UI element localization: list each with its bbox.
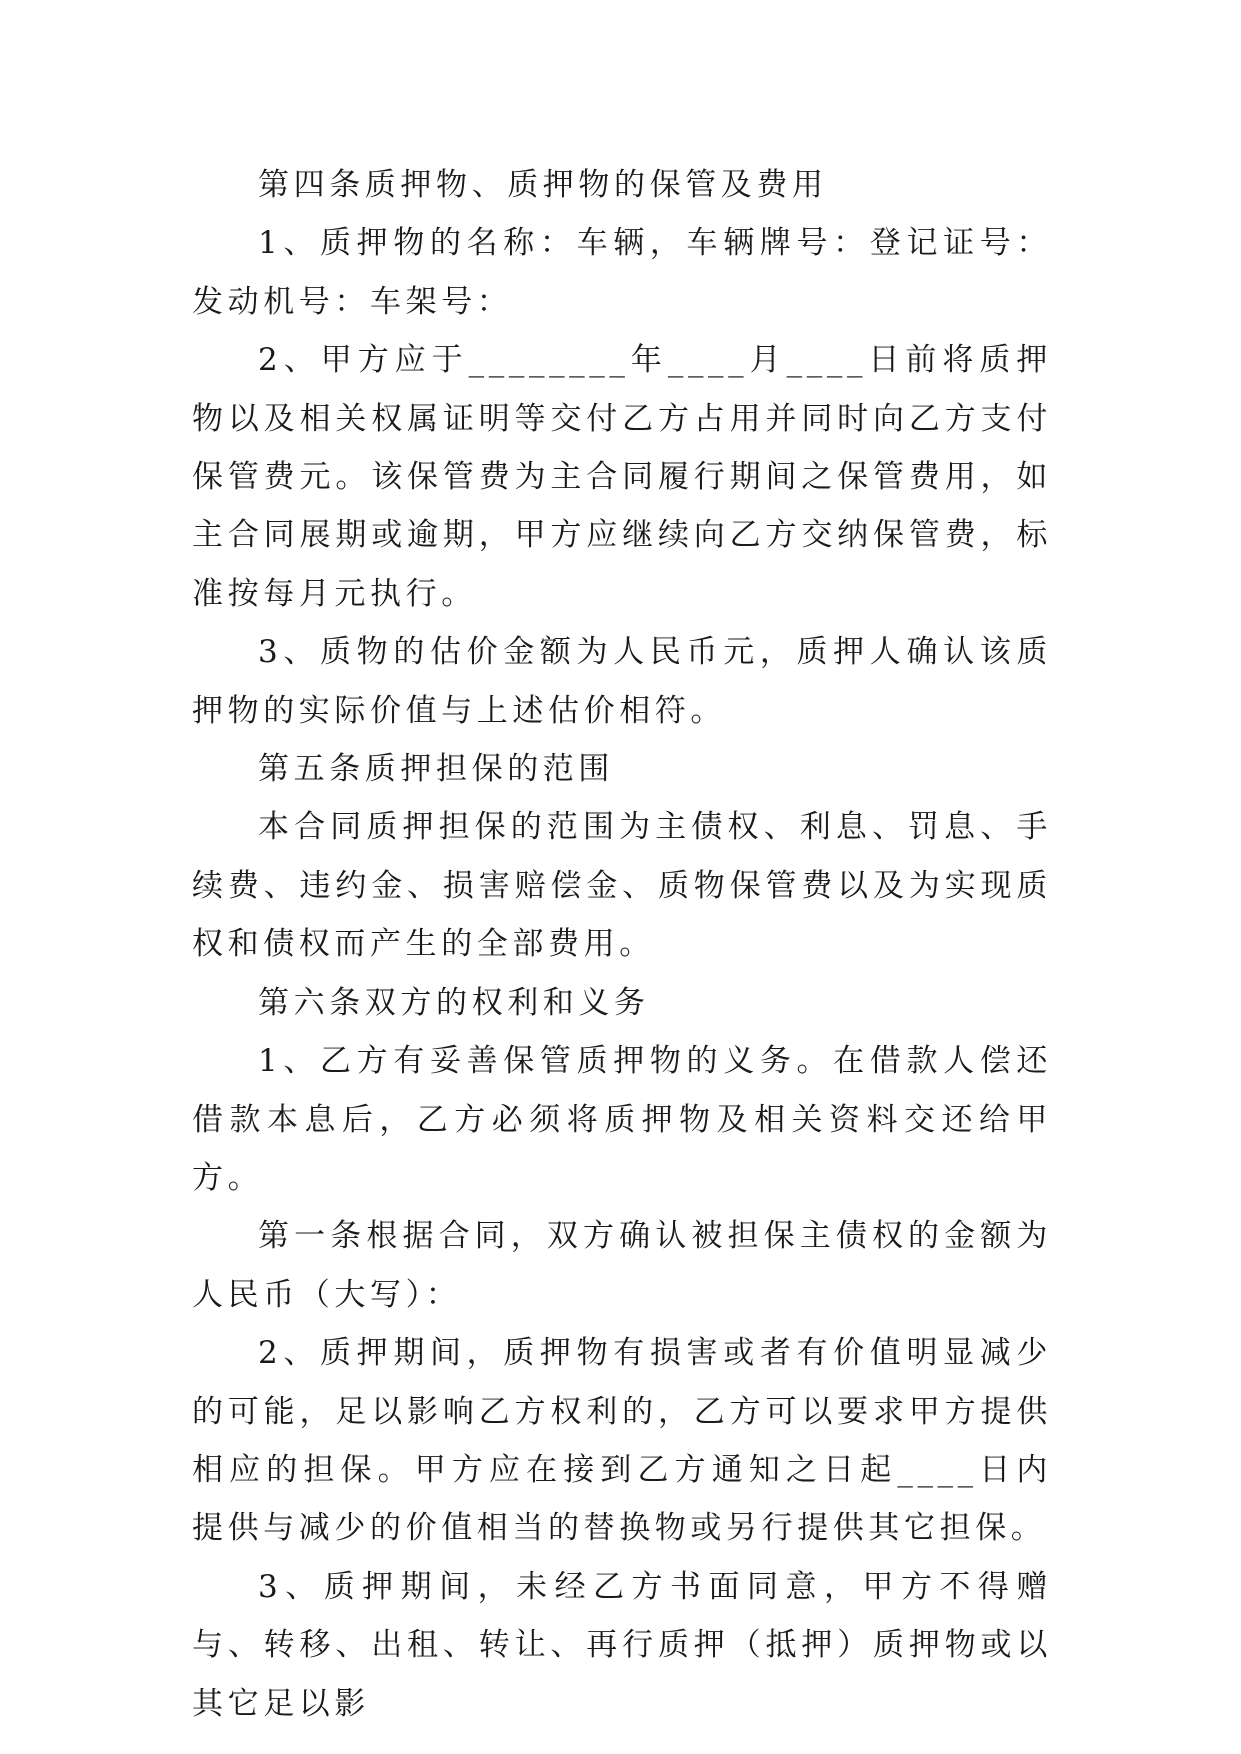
- article-6-heading: 第六条双方的权利和义务: [258, 984, 650, 1021]
- article-4-clause-3: 3、质物的估价金额为人民币元，质押人确认该质押物的实际价值与上述估价相符。: [192, 634, 1052, 729]
- article-4-clause-1: 1、质押物的名称：车辆，车辆牌号：登记证号：发动机号：车架号：: [192, 225, 1052, 320]
- article-5-body: 本合同质押担保的范围为主债权、利息、罚息、手续费、违约金、损害赔偿金、质物保管费以及为实现质权和债权而产生的全部费用。: [192, 809, 1052, 963]
- article-6-clause-2: 2、质押期间，质押物有损害或者有价值明显减少的可能，足以影响乙方权利的，乙方可以要求甲方提供相应的担保。甲方应在接到乙方通知之日起____日内提供与减少的价值相当的替换物或另行提供其它担保。: [192, 1335, 1052, 1547]
- article-1-paragraph: 第一条根据合同，双方确认被担保主债权的金额为人民币（大写）：: [192, 1218, 1052, 1313]
- document-body: [192, 156, 1052, 1733]
- article-6-clause-1: 1、乙方有妥善保管质押物的义务。在借款人偿还借款本息后，乙方必须将质押物及相关资料交还给甲方。: [192, 1043, 1052, 1196]
- article-5-heading: 第五条质押担保的范围: [258, 751, 614, 788]
- article-6-clause-3: 3、质押期间，未经乙方书面同意，甲方不得赠与、转移、出租、转让、再行质押（抵押）质押物或以其它足以影: [192, 1568, 1052, 1722]
- article-4-heading: 第四条质押物、质押物的保管及费用: [258, 167, 828, 203]
- article-4-clause-2: 2、甲方应于________年____月____日前将质押物以及相关权属证明等交付乙方占用并同时向乙方支付保管费元。该保管费为主合同履行期间之保管费用，如主合同展期或逾期，甲方应继续向乙方交纳保管费，标准按每月元执行。: [192, 342, 1052, 612]
